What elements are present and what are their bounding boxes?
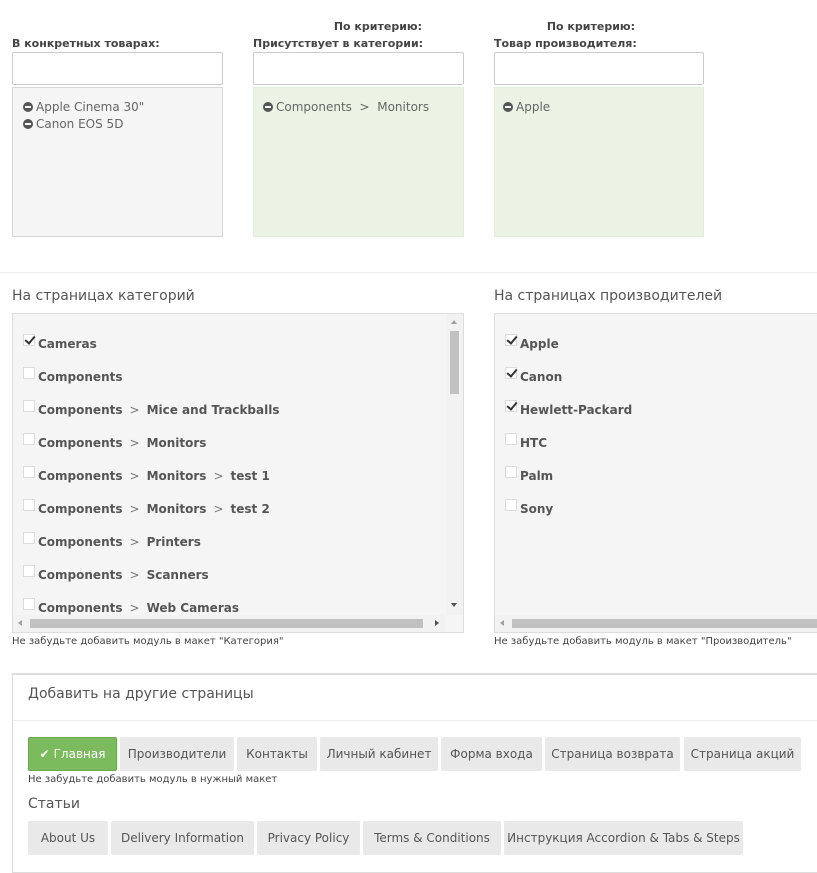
checkbox[interactable] <box>505 400 517 412</box>
breadcrumb-separator: > <box>129 403 140 417</box>
category-label: Monitors <box>146 436 207 450</box>
checkbox[interactable] <box>23 466 35 478</box>
category-checkbox-row[interactable] <box>23 500 270 518</box>
scroll-left-icon[interactable] <box>500 620 504 626</box>
page-button-return[interactable]: Страница возврата <box>545 737 680 771</box>
article-button-about-us[interactable]: About Us <box>28 821 108 855</box>
checkbox[interactable] <box>23 598 35 610</box>
breadcrumb-separator: > <box>213 469 224 483</box>
breadcrumb-separator: > <box>129 568 140 582</box>
manufacturer-label: Palm <box>520 469 554 483</box>
manufacturer-filter-label: Товар производителя: <box>494 37 637 50</box>
scroll-up-icon[interactable] <box>451 320 457 324</box>
manufacturer-label: Sony <box>520 502 554 516</box>
category-label: Monitors <box>146 502 207 516</box>
manufacturer-checkbox-row[interactable] <box>505 335 559 353</box>
products-search-input[interactable] <box>12 52 223 85</box>
category-layout-note: Не забудьте добавить модуль в макет "Категория" <box>12 636 284 647</box>
articles-title: Статьи <box>28 796 81 812</box>
products-selected-list <box>12 87 223 237</box>
checkbox[interactable] <box>23 367 35 379</box>
manufacturer-label: Canon <box>520 370 563 384</box>
category-label: Components <box>38 535 123 549</box>
breadcrumb-separator: > <box>129 601 140 615</box>
selected-manufacturer-item: Apple <box>503 98 703 115</box>
horizontal-scrollbar[interactable] <box>13 615 446 632</box>
category-label: Components <box>38 601 123 615</box>
manufacturer-checkbox-row[interactable] <box>505 401 632 419</box>
check-icon: ✔ <box>39 747 50 761</box>
scroll-left-icon[interactable] <box>18 620 22 626</box>
page-button-login[interactable]: Форма входа <box>441 737 542 771</box>
manufacturer-checkbox-row[interactable] <box>505 434 547 452</box>
category-checkbox-row[interactable] <box>23 335 97 353</box>
checkbox[interactable] <box>23 565 35 577</box>
vertical-scrollbar[interactable] <box>446 314 463 615</box>
category-label: Components <box>38 436 123 450</box>
category-filter-label: Присутствует в категории: <box>253 37 424 50</box>
manufacturer-label: HTC <box>520 436 548 450</box>
other-pages-title: Добавить на другие страницы <box>28 686 254 702</box>
category-label: Scanners <box>146 568 209 582</box>
page-button-manufacturers[interactable]: Производители <box>120 737 234 771</box>
scroll-right-icon[interactable] <box>435 620 439 626</box>
manufacturer-layout-note: Не забудьте добавить модуль в макет "Производитель" <box>494 636 792 647</box>
category-label: Components <box>38 502 123 516</box>
scroll-thumb[interactable] <box>30 619 423 628</box>
page-button-home[interactable]: ✔ Главная <box>28 737 117 771</box>
category-label: Printers <box>146 535 201 549</box>
selected-category-item: Components > Monitors <box>263 98 463 115</box>
category-label: Components <box>38 469 123 483</box>
scroll-thumb[interactable] <box>512 619 817 628</box>
remove-icon[interactable] <box>23 102 33 112</box>
category-label: test 1 <box>230 469 270 483</box>
scroll-down-icon[interactable] <box>451 603 457 607</box>
manufacturer-search-input[interactable] <box>494 52 704 85</box>
article-button-terms[interactable]: Terms & Conditions <box>363 821 501 855</box>
breadcrumb-separator: > <box>129 469 140 483</box>
manufacturer-label: Apple <box>520 337 559 351</box>
manufacturer-pages-list <box>494 313 817 633</box>
category-pages-title: На страницах категорий <box>12 288 195 304</box>
manufacturer-criterion-label: По критерию: <box>546 20 635 33</box>
category-label: Components <box>38 403 123 417</box>
manufacturer-checkbox-row[interactable] <box>505 500 553 518</box>
breadcrumb-separator: > <box>129 535 140 549</box>
page-button-specials[interactable]: Страница акций <box>684 737 801 771</box>
manufacturer-label: Hewlett-Packard <box>520 403 633 417</box>
category-checkbox-row[interactable] <box>23 401 280 419</box>
breadcrumb-separator: > <box>129 436 140 450</box>
article-button-delivery[interactable]: Delivery Information <box>111 821 254 855</box>
category-label: Components <box>38 370 123 384</box>
page-button-account[interactable]: Личный кабинет <box>320 737 438 771</box>
category-selected-list <box>253 87 464 237</box>
article-button-accordion-instructions[interactable]: Инструкция Accordion & Tabs & Steps <box>504 821 743 855</box>
checkbox[interactable] <box>505 499 517 511</box>
breadcrumb-separator: > <box>213 502 224 516</box>
category-label: Monitors <box>146 469 207 483</box>
manufacturer-selected-list <box>494 87 704 237</box>
category-checkbox-row[interactable] <box>23 368 123 386</box>
manufacturer-pages-title: На страницах производителей <box>494 288 723 304</box>
remove-icon[interactable] <box>263 102 273 112</box>
panel-divider <box>13 720 817 721</box>
category-checkbox-row[interactable] <box>23 434 206 452</box>
category-label: Cameras <box>38 337 97 351</box>
remove-icon[interactable] <box>503 102 513 112</box>
checkbox[interactable] <box>23 400 35 412</box>
manufacturer-checkbox-row[interactable] <box>505 467 553 485</box>
category-label: test 2 <box>230 502 270 516</box>
checkbox[interactable] <box>505 367 517 379</box>
category-label: Web Cameras <box>146 601 239 615</box>
category-label: Components <box>38 568 123 582</box>
breadcrumb-separator: > <box>129 502 140 516</box>
horizontal-scrollbar[interactable] <box>495 615 817 632</box>
article-button-privacy[interactable]: Privacy Policy <box>257 821 360 855</box>
selected-product-item: Canon EOS 5D <box>23 115 222 132</box>
selected-product-item: Apple Cinema 30" <box>23 98 222 115</box>
category-checkbox-row[interactable] <box>23 566 209 584</box>
category-criterion-label: По критерию: <box>333 20 422 33</box>
checkbox[interactable] <box>505 466 517 478</box>
remove-icon[interactable] <box>23 119 33 129</box>
divider <box>0 272 817 273</box>
category-checkbox-row[interactable] <box>23 467 270 485</box>
layout-note: Не забудьте добавить модуль в нужный макет <box>28 774 278 785</box>
checkbox[interactable] <box>23 532 35 544</box>
checkbox[interactable] <box>505 433 517 445</box>
category-pages-list <box>12 313 464 633</box>
category-checkbox-row[interactable] <box>23 533 201 551</box>
products-filter-label: В конкретных товарах: <box>12 37 160 50</box>
checkbox[interactable] <box>23 334 35 346</box>
category-label: Mice and Trackballs <box>146 403 280 417</box>
checkbox[interactable] <box>505 334 517 346</box>
checkbox[interactable] <box>23 433 35 445</box>
checkbox[interactable] <box>23 499 35 511</box>
page-button-contacts[interactable]: Контакты <box>237 737 317 771</box>
manufacturer-checkbox-row[interactable] <box>505 368 562 386</box>
category-search-input[interactable] <box>253 52 464 85</box>
scroll-thumb[interactable] <box>450 331 459 394</box>
